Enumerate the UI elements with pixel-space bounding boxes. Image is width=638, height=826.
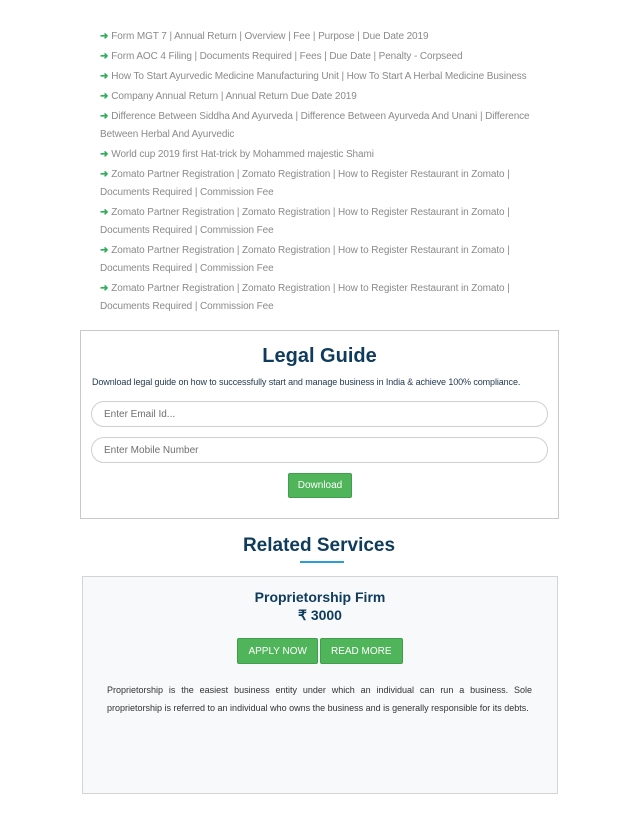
related-services-title: Related Services [242,535,396,556]
related-link[interactable] [100,48,550,66]
related-link-text[interactable]: Difference Between Siddha And Ayurveda | Difference Between Ayurveda And Unani | Difference Between Herbal And Ayurvedic [100,111,530,140]
arrow-right-icon: ➜ [100,207,109,218]
related-link[interactable] [100,146,550,164]
service-card [82,576,558,794]
related-link[interactable] [100,204,550,240]
related-link[interactable] [100,242,550,278]
related-link-text[interactable]: Form MGT 7 | Annual Return | Overview | Fee | Purpose | Due Date 2019 [111,31,429,42]
arrow-right-icon: ➜ [100,149,109,160]
related-link-text[interactable]: Zomato Partner Registration | Zomato Registration | How to Register Restaurant in Zomato | Documents Required | Commission Fee [100,283,510,312]
related-link[interactable] [100,28,550,46]
arrow-right-icon: ➜ [100,111,109,122]
legal-guide-description: Download legal guide on how to successfully start and manage business in India & achieve 100% compliance. [92,377,521,387]
arrow-right-icon: ➜ [100,71,109,82]
related-link[interactable] [100,166,550,202]
related-link[interactable] [100,280,550,316]
arrow-right-icon: ➜ [100,283,109,294]
related-links-list [100,28,550,318]
arrow-right-icon: ➜ [100,31,109,42]
related-link[interactable] [100,68,550,86]
title-underline [300,561,344,563]
related-link-text[interactable]: Form AOC 4 Filing | Documents Required | Fees | Due Date | Penalty - Corpseed [111,51,463,62]
service-price: ₹ 3000 [298,607,342,623]
related-link-text[interactable]: World cup 2019 first Hat-trick by Mohammed majestic Shami [111,149,374,160]
related-link-text[interactable]: How To Start Ayurvedic Medicine Manufacturing Unit | How To Start A Herbal Medicine Business [111,71,527,82]
legal-guide-form [80,330,559,519]
arrow-right-icon: ➜ [100,245,109,256]
arrow-right-icon: ➜ [100,51,109,62]
download-button[interactable]: Download [288,473,352,498]
mobile-number-input[interactable] [91,437,548,463]
related-link-text[interactable]: Company Annual Return | Annual Return Due Date 2019 [111,91,357,102]
related-link-text[interactable]: Zomato Partner Registration | Zomato Registration | How to Register Restaurant in Zomato | Documents Required | Commission Fee [100,245,510,274]
arrow-right-icon: ➜ [100,169,109,180]
service-description: Proprietorship is the easiest business entity under which an individual can run a business. Sole proprietorship is referred to an individual who owns the business and is generally responsible for its debts. [107,685,532,713]
service-actions [83,638,557,664]
read-more-button[interactable]: READ MORE [320,638,403,664]
arrow-right-icon: ➜ [100,91,109,102]
legal-guide-title: Legal Guide [262,345,377,367]
service-name: Proprietorship Firm [254,589,386,605]
related-link[interactable] [100,108,550,144]
related-link-text[interactable]: Zomato Partner Registration | Zomato Registration | How to Register Restaurant in Zomato | Documents Required | Commission Fee [100,169,510,198]
related-link[interactable] [100,88,550,106]
related-link-text[interactable]: Zomato Partner Registration | Zomato Registration | How to Register Restaurant in Zomato | Documents Required | Commission Fee [100,207,510,236]
apply-now-button[interactable]: APPLY NOW [237,638,318,664]
email-input[interactable] [91,401,548,427]
